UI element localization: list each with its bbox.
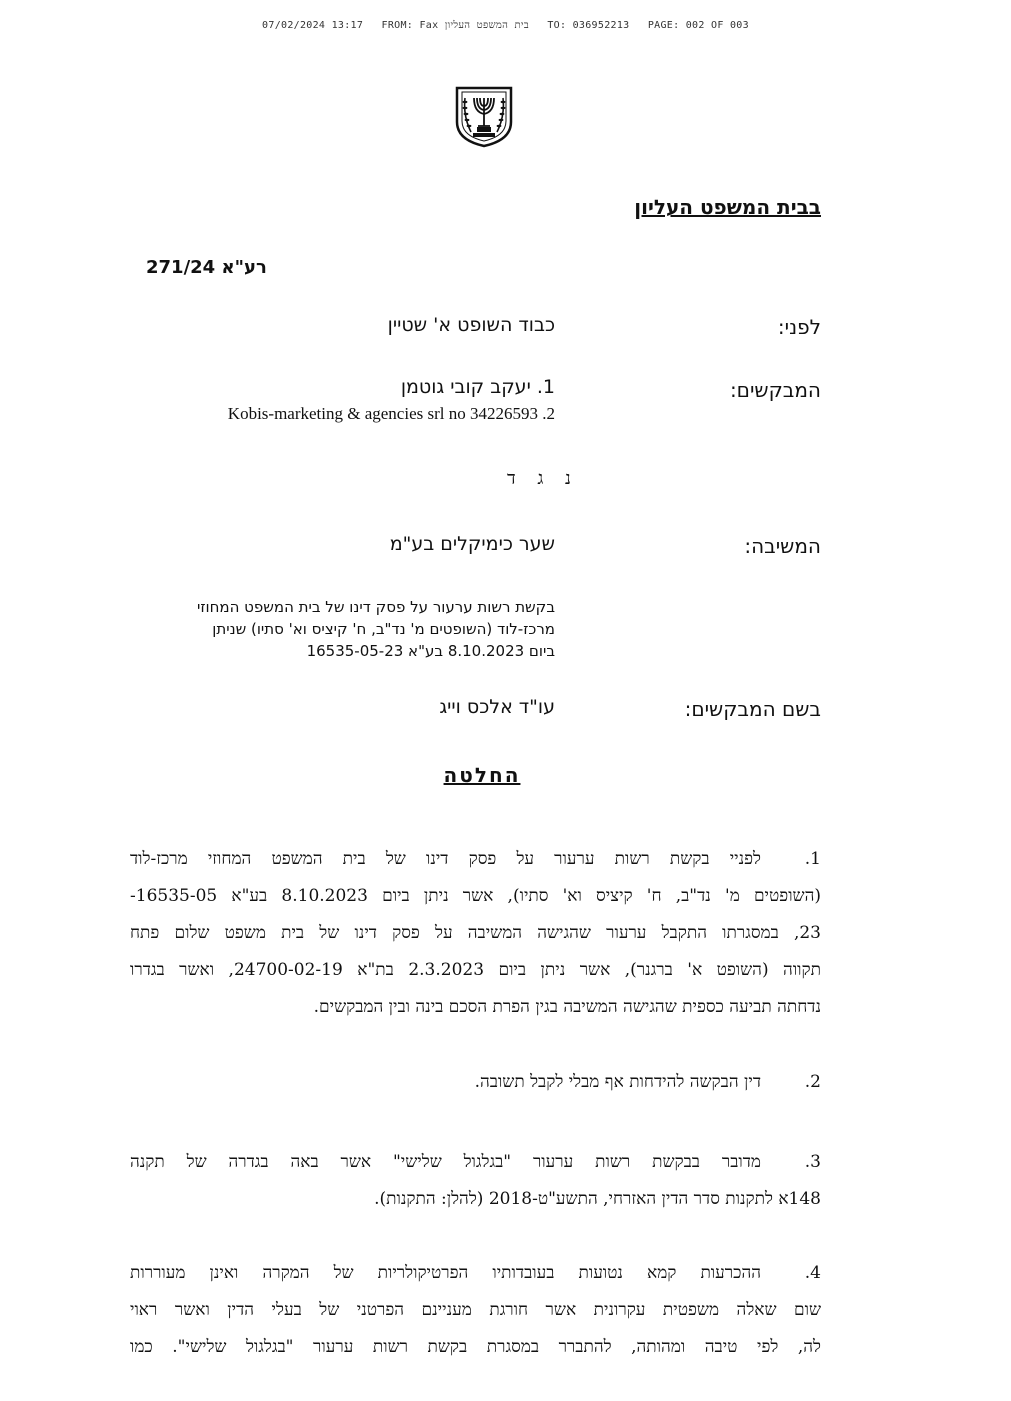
paragraph-line: שום שאלה משפטית עקרונית אשר חורגת מעניינם הפרטני של בעלי הדין ואשר ראוי [130, 1300, 821, 1320]
versus-label: נ ג ד [507, 468, 579, 489]
paragraph-number: .4 [804, 1263, 821, 1283]
fax-header [0, 20, 1011, 31]
paragraph-1-continued [130, 878, 821, 1026]
before-label: לפני: [777, 315, 821, 339]
paragraph-number: .1 [804, 849, 821, 869]
paragraph-line: נדחתה תביעה כספית שהגישה המשיבה בגין הפרת הסכם בינה ובין המבקשים. [313, 997, 821, 1017]
petitioners-label: המבקשים: [729, 378, 821, 402]
request-description [145, 596, 555, 662]
request-line: ביום 8.10.2023 בע"א 16535-05-23 [306, 642, 555, 660]
paragraph-line: לה, לפי טיבה ומהותה, להתברר במסגרת בקשת רשות ערעור "בגלגול שלישי". כמו [130, 1337, 821, 1357]
paragraph-line: 23, במסגרתו התקבל ערעור שהגישה המשיבה על פסק דינו של בית משפט שלום פתח [130, 923, 821, 943]
paragraph-line: תקווה (השופט א' ברגנר), אשר ניתן ביום 2.3.2023 בת"א 24700-02-19, ואשר בגדרו [130, 960, 821, 980]
paragraph-3 [130, 1144, 761, 1181]
case-number: רע"א 271/24 [146, 257, 267, 278]
request-line: מרכז-לוד (השופטים מ' נד"ב, ח' קיציס וא' סתיו) שניתן [212, 620, 555, 638]
paragraph-number: .3 [804, 1152, 821, 1172]
paragraph-4 [130, 1255, 761, 1292]
paragraph-number: .2 [804, 1072, 821, 1092]
decision-title: החלטה [443, 763, 521, 787]
judge-name: כבוד השופט א' שטיין [387, 314, 555, 336]
paragraph-1 [130, 841, 761, 878]
paragraph-2 [130, 1064, 761, 1101]
fax-from: FROM: Fax בית המשפט העליון [381, 20, 529, 31]
request-line: בקשת רשות ערעור על פסק דינו של בית המשפט המחוזי [196, 598, 555, 616]
petitioner-1: 1. יעקב קובי גוטמן [400, 376, 555, 398]
paragraph-line: מדובר בבקשת רשות ערעור "בגלגול שלישי" אשר באה בגדרה של תקנה [130, 1152, 761, 1172]
respondent-name: שער כימיקלים בע"מ [389, 533, 555, 555]
paragraph-3-continued [130, 1181, 821, 1218]
state-emblem-icon [449, 82, 519, 148]
paragraph-line: ההכרעות קמא נטועות בעובדותיו הפרטיקולריות של המקרה ואינן מעוררות [130, 1263, 761, 1283]
paragraph-line: דין הבקשה להידחות אף מבלי לקבל תשובה. [474, 1072, 761, 1092]
petitioner-2: Kobis-marketing & agencies srl no 34226593 .2 [227, 404, 555, 423]
counsel-label: בשם המבקשים: [684, 697, 821, 721]
fax-datetime: 07/02/2024 13:17 [262, 20, 364, 31]
paragraph-line: 148א לתקנות סדר הדין האזרחי, התשע"ט-2018 (להלן: התקנות). [374, 1189, 821, 1209]
court-title: בבית המשפט העליון [634, 195, 821, 219]
fax-page: PAGE: 002 OF 003 [647, 20, 749, 31]
paragraph-line: לפניי בקשת רשות ערעור על פסק דינו של בית המשפט המחוזי מרכז-לוד [130, 849, 762, 869]
paragraph-line: (השופטים מ' נד"ב, ח' קיציס וא' סתיו), אשר ניתן ביום 8.10.2023 בע"א 16535-05- [130, 886, 821, 906]
paragraph-4-continued [130, 1292, 821, 1366]
counsel-name: עו"ד אלכס וייג [439, 696, 555, 718]
fax-to: TO: 036952213 [547, 20, 630, 31]
respondent-label: המשיבה: [744, 534, 821, 558]
